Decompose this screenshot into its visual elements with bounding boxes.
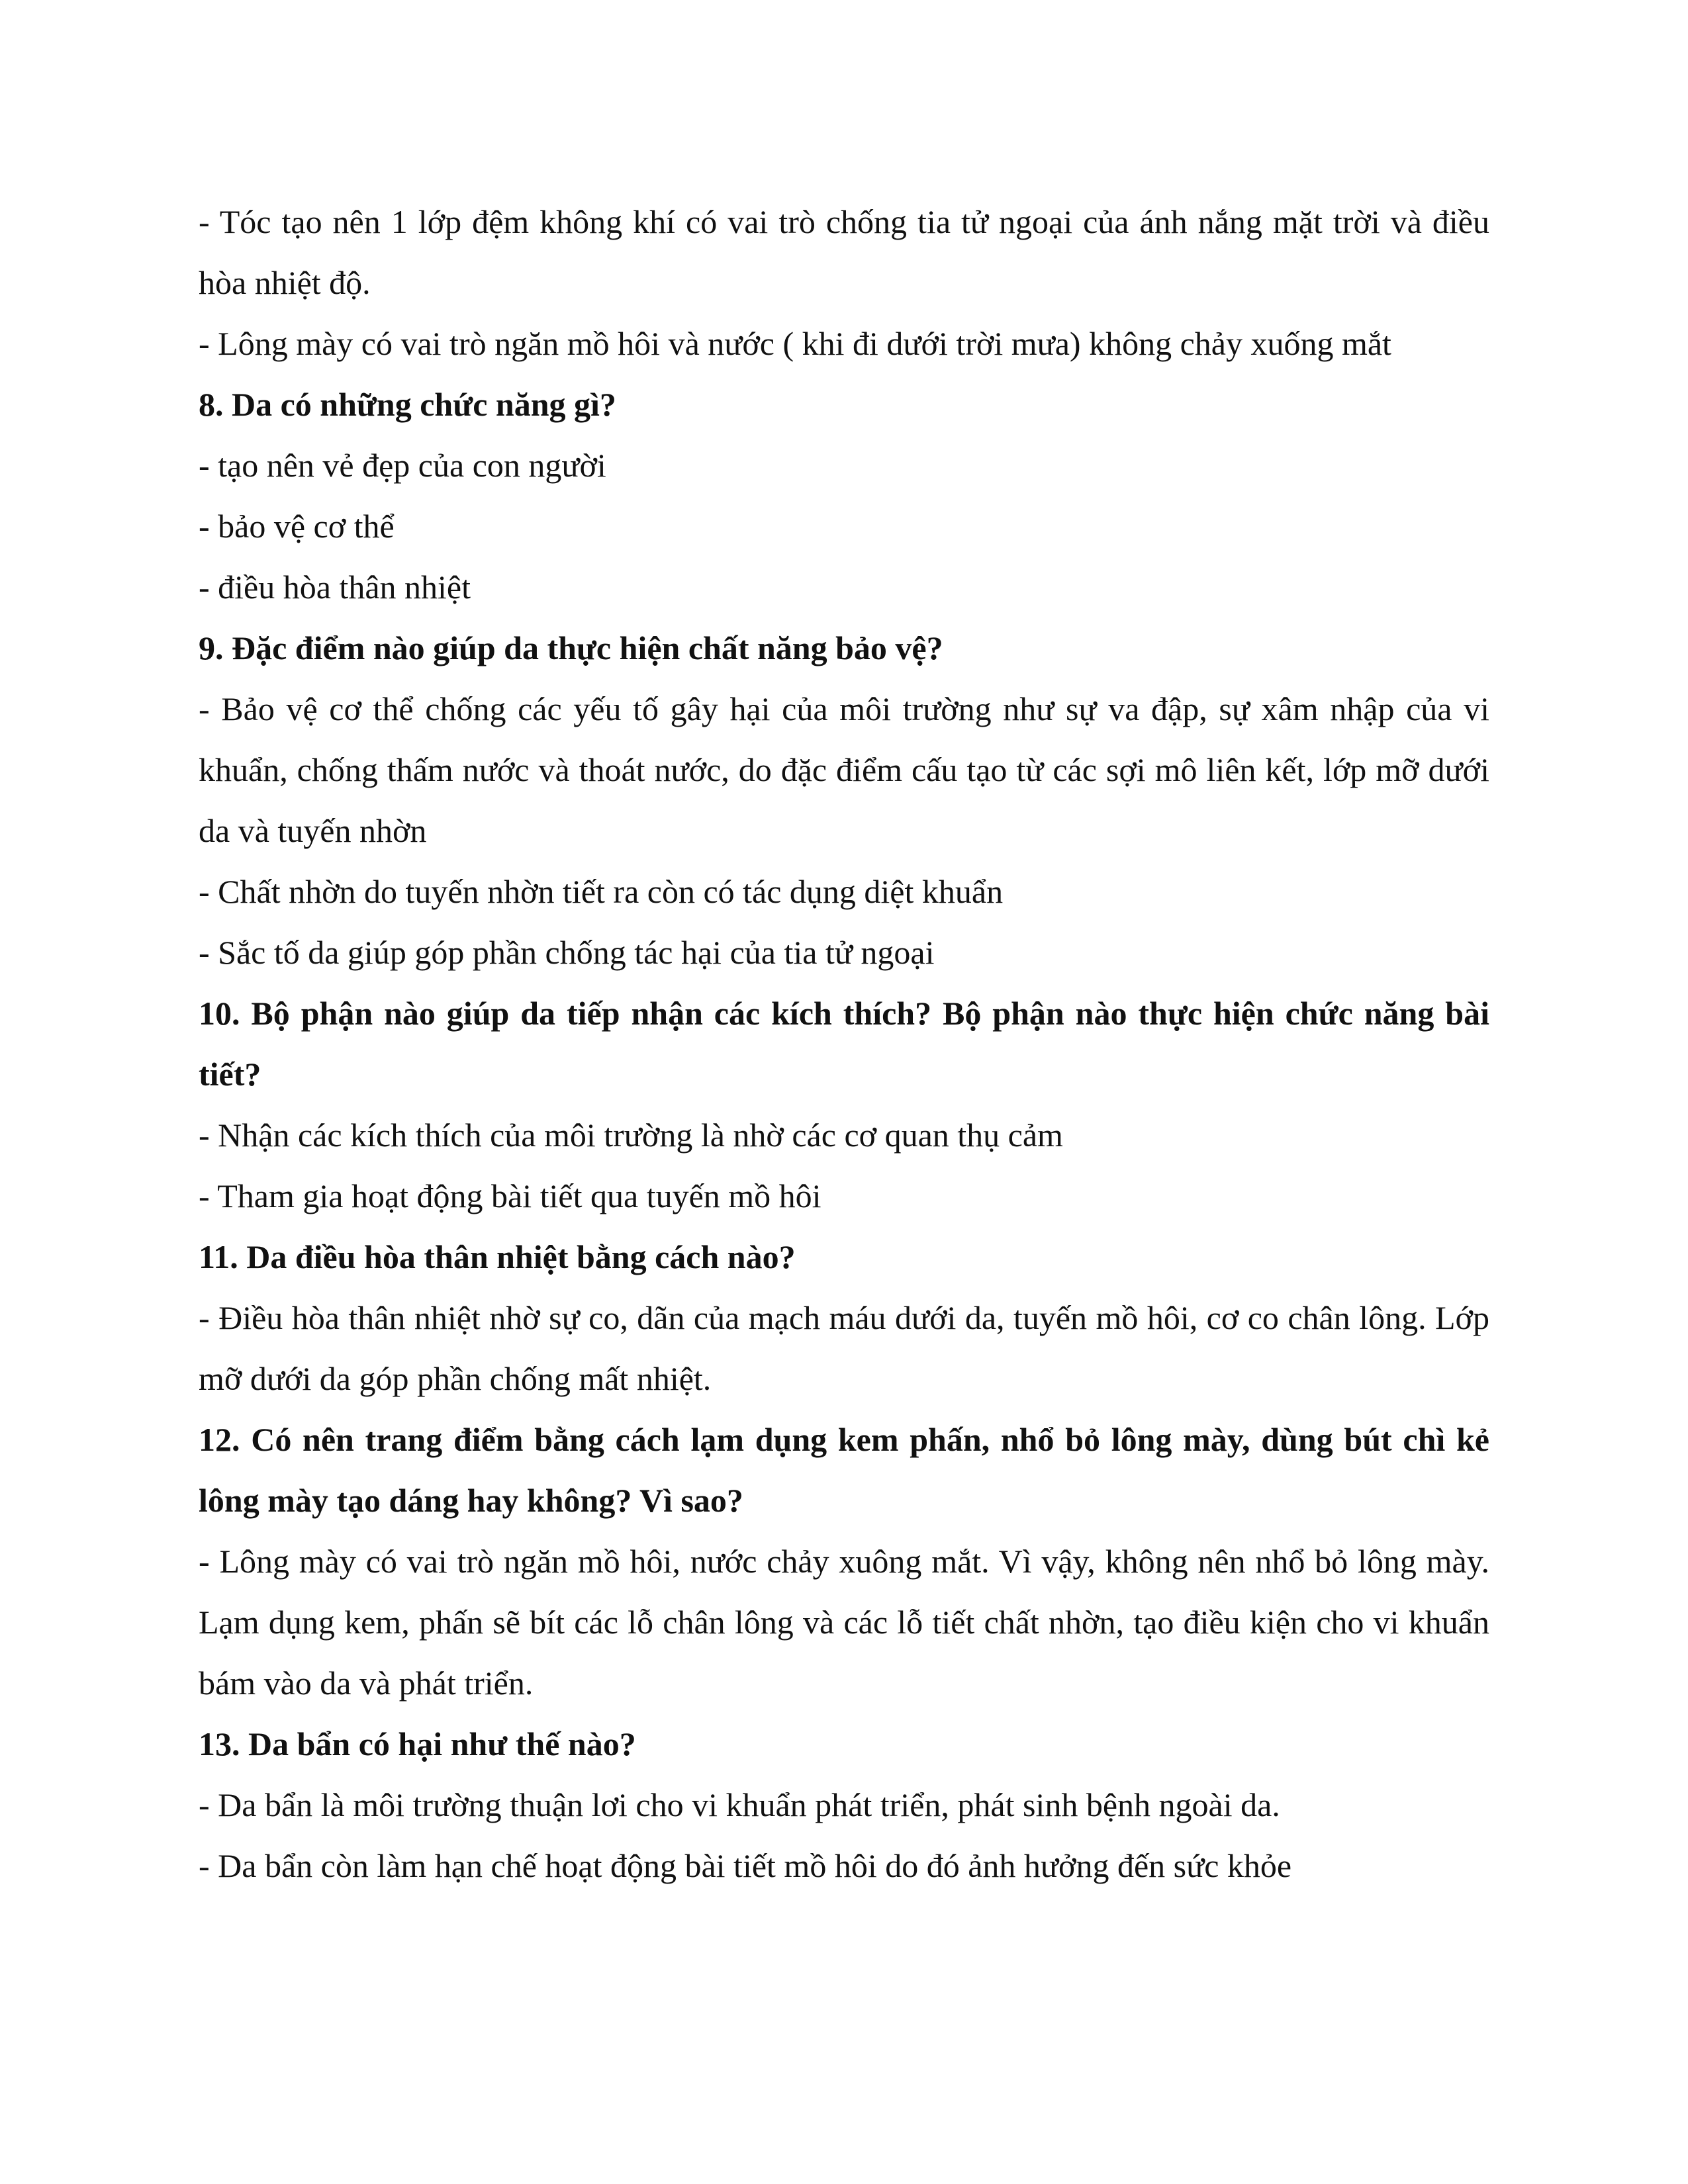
answer-9-1: - Bảo vệ cơ thể chống các yếu tố gây hại của môi trường như sự va đập, sự xâm nhập của vi khuẩn, chống thấm nước và thoát nước, do đặc điểm cấu tạo từ các sợi mô liên kết, lớp mỡ dưới da và tuyến nhờn [199, 690, 1489, 849]
answer-8-1: - tạo nên vẻ đẹp của con người [199, 447, 606, 484]
question-11: 11. Da điều hòa thân nhiệt bằng cách nào? [199, 1238, 796, 1275]
document-page [199, 191, 1489, 1896]
answer-12-1: - Lông mày có vai trò ngăn mồ hôi, nước chảy xuông mắt. Vì vậy, không nên nhổ bỏ lông mày. Lạm dụng kem, phấn sẽ bít các lỗ chân lông và các lỗ tiết chất nhờn, tạo điều kiện cho vi khuẩn bám vào da và phát triển. [199, 1543, 1489, 1702]
question-10: 10. Bộ phận nào giúp da tiếp nhận các kích thích? Bộ phận nào thực hiện chức năng bài tiết? [199, 995, 1489, 1093]
question-12: 12. Có nên trang điểm bằng cách lạm dụng kem phấn, nhổ bỏ lông mày, dùng bút chì kẻ lông mày tạo dáng hay không? Vì sao? [199, 1421, 1489, 1519]
answer-13-1: - Da bẩn là môi trường thuận lơi cho vi khuẩn phát triển, phát sinh bệnh ngoài da. [199, 1786, 1280, 1823]
question-8: 8. Da có những chức năng gì? [199, 386, 616, 423]
answer-10-1: - Nhận các kích thích của môi trường là nhờ các cơ quan thụ cảm [199, 1116, 1063, 1154]
answer-8-3: - điều hòa thân nhiệt [199, 569, 471, 606]
intro-paragraph-eyebrow: - Lông mày có vai trò ngăn mồ hôi và nước ( khi đi dưới trời mưa) không chảy xuống mắt [199, 325, 1391, 362]
answer-10-2: - Tham gia hoạt động bài tiết qua tuyến mồ hôi [199, 1177, 821, 1214]
answer-13-2: - Da bẩn còn làm hạn chế hoạt động bài tiết mồ hôi do đó ảnh hưởng đến sức khỏe [199, 1847, 1292, 1884]
answer-9-3: - Sắc tố da giúp góp phần chống tác hại của tia tử ngoại [199, 934, 935, 971]
answer-11-1: - Điều hòa thân nhiệt nhờ sự co, dãn của mạch máu dưới da, tuyến mồ hôi, cơ co chân lông. Lớp mỡ dưới da góp phần chống mất nhiệt. [199, 1299, 1489, 1397]
question-9: 9. Đặc điểm nào giúp da thực hiện chất năng bảo vệ? [199, 629, 943, 666]
question-13: 13. Da bẩn có hại như thế nào? [199, 1725, 636, 1762]
answer-8-2: - bảo vệ cơ thể [199, 508, 395, 545]
intro-paragraph-hair: - Tóc tạo nên 1 lớp đệm không khí có vai trò chống tia tử ngoại của ánh nắng mặt trời và điều hòa nhiệt độ. [199, 203, 1489, 301]
answer-9-2: - Chất nhờn do tuyến nhờn tiết ra còn có tác dụng diệt khuẩn [199, 873, 1004, 910]
